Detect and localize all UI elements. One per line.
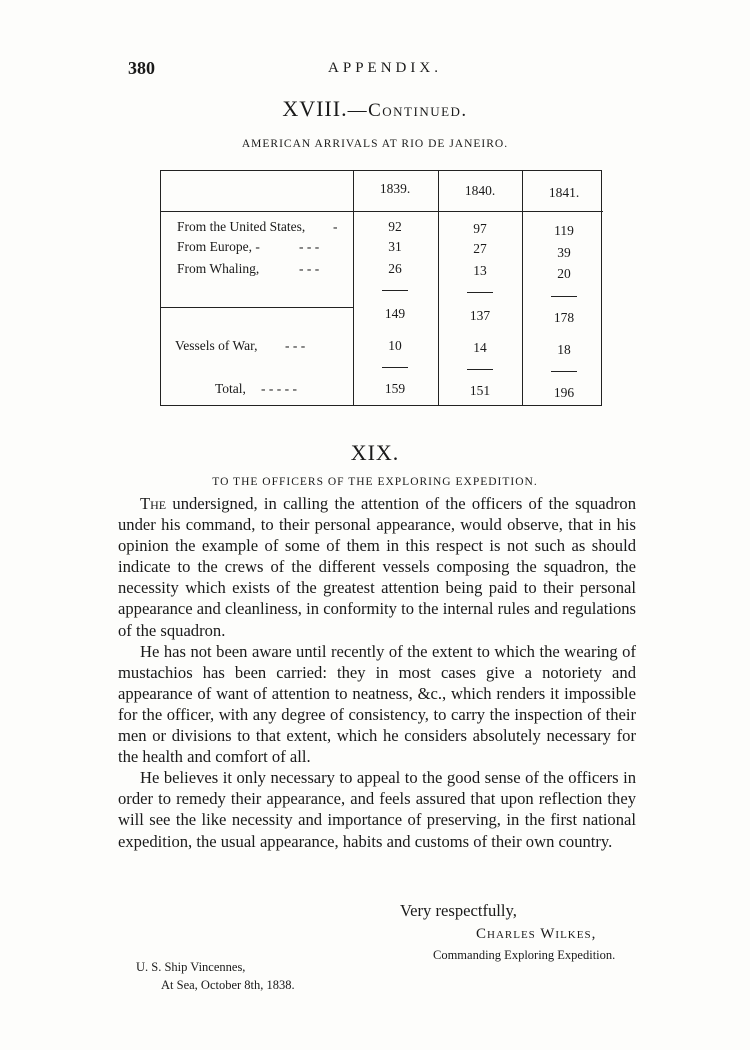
cell-value: 14 (473, 340, 487, 355)
table-column-divider (438, 171, 439, 405)
total-rule (551, 371, 577, 372)
section-18-caption: AMERICAN ARRIVALS AT RIO DE JANEIRO. (241, 138, 509, 150)
subtotal-value: 149 (384, 306, 406, 321)
table-label-rule (161, 307, 353, 308)
paragraph-text: undersigned, in calling the attention of the officers of the squadron under his command, to their personal appearance, would observe, that in his opinion the example of some of them in this respect is not such as should indicate to the crews of the different vessels composing the squadron, the necessity which exists of the greatest attention being paid to their personal appearance and cleanliness, in conformity to the internal rules and regulations of the squadron. (118, 494, 636, 640)
row-label-whaling: From Whaling, (177, 261, 260, 276)
section-18-continued: —Continued. (347, 100, 468, 121)
subtotal-value: 178 (553, 310, 575, 325)
arrivals-table (160, 170, 602, 406)
running-head: APPENDIX. (328, 60, 442, 76)
section-19-heading: XIX. (350, 440, 400, 465)
subtotal-rule (467, 292, 493, 293)
row-leader: - (333, 219, 338, 234)
total-rule (467, 369, 493, 370)
paragraph-lead-word: The (140, 494, 167, 513)
cell-value: 20 (557, 266, 571, 281)
signer-name: Charles Wilkes, (476, 926, 597, 942)
column-header-1840: 1840. (464, 183, 496, 198)
cell-value: 97 (473, 221, 487, 236)
signer-title: Commanding Exploring Expedition. (433, 948, 616, 962)
section-18-numeral: XVIII. (282, 96, 348, 121)
paragraph: He has not been aware until recently of the extent to which the wearing of mustachios has been carried: they in most cases give a notoriety and appearance of want of attention to neatness, &c., which renders it impossible for the officer, with any degree of consistency, to carry the inspection of their men or divisions to that extent, which he considers absolutely necessary for the health and comfort of all. (118, 641, 636, 767)
cell-value: 27 (473, 241, 487, 256)
cell-value: 13 (473, 263, 487, 278)
row-label-europe: From Europe, - (177, 239, 260, 254)
place-line: U. S. Ship Vincennes, (136, 960, 246, 974)
letter-body (118, 493, 636, 852)
table-column-divider (522, 171, 523, 405)
page-number: 380 (128, 58, 155, 78)
row-label-total: Total, (215, 381, 246, 396)
total-value: 151 (469, 383, 491, 398)
closing-salutation: Very respectfully, (400, 901, 517, 920)
cell-value: 31 (388, 239, 402, 254)
row-label-vessels-of-war: Vessels of War, (175, 338, 258, 353)
cell-value: 119 (554, 223, 574, 238)
subtotal-value: 137 (469, 308, 491, 323)
section-18-heading (0, 96, 750, 122)
row-leader: - - - (299, 239, 320, 254)
paragraph (118, 493, 636, 641)
cell-value: 39 (557, 245, 571, 260)
row-leader: - - - (285, 338, 306, 353)
cell-value: 92 (388, 219, 402, 234)
date-line: At Sea, October 8th, 1838. (161, 978, 295, 992)
section-19-caption: TO THE OFFICERS OF THE EXPLORING EXPEDITION. (212, 476, 538, 488)
row-label-united-states: From the United States, (177, 219, 306, 234)
total-value: 159 (384, 381, 406, 396)
total-rule (382, 367, 408, 368)
cell-value: 10 (388, 338, 402, 353)
table-header-rule (161, 211, 603, 212)
paragraph: He believes it only necessary to appeal to the good sense of the officers in order to remedy their appearance, and feels assured that upon reflection they will see the like necessity and importance of preserving, in the first national expedition, the usual appearance, habits and customs of their own country. (118, 768, 636, 851)
cell-value: 26 (388, 261, 402, 276)
total-value: 196 (553, 385, 575, 400)
table-column-divider (353, 171, 354, 405)
column-header-1839: 1839. (379, 181, 411, 196)
row-leader: - - - (299, 261, 320, 276)
row-leader: - - - - - (261, 381, 297, 396)
column-header-1841: 1841. (548, 185, 580, 200)
subtotal-rule (551, 296, 577, 297)
subtotal-rule (382, 290, 408, 291)
cell-value: 18 (557, 342, 571, 357)
